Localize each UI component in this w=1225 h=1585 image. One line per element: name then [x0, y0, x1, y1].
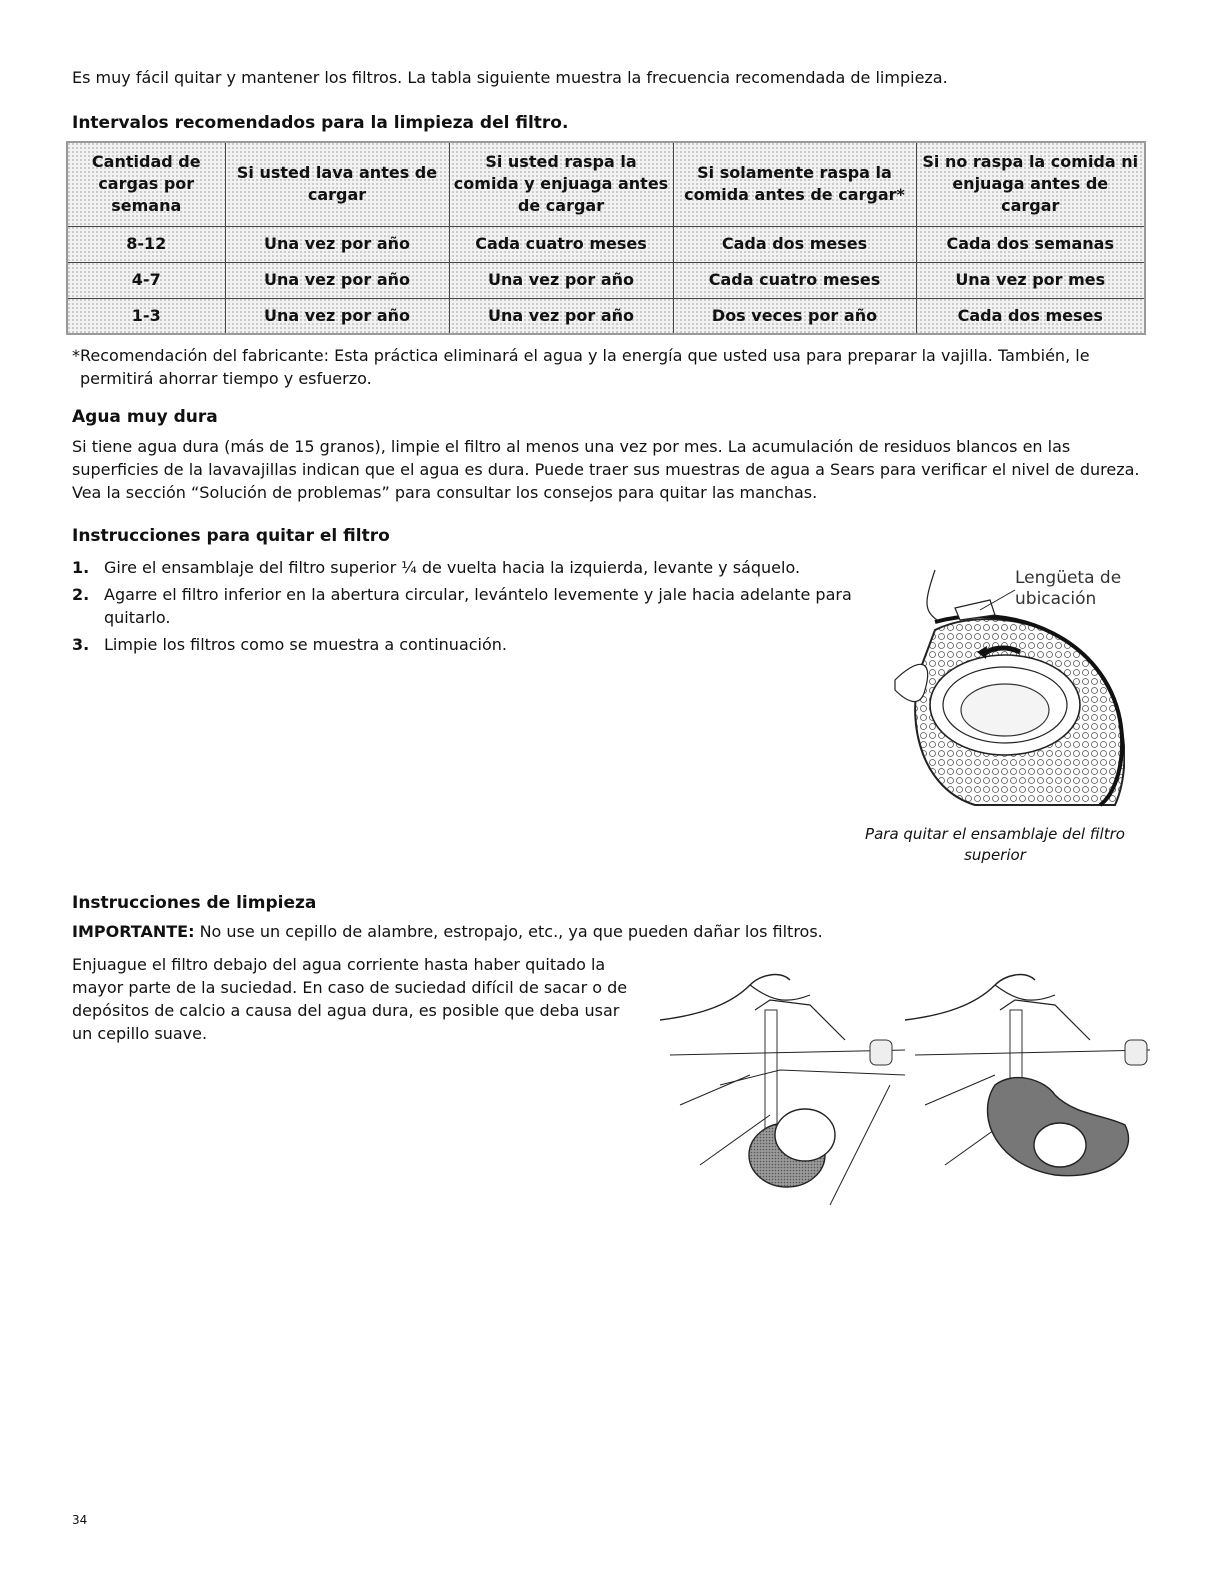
hard-water-heading: Agua muy dura — [72, 407, 218, 427]
step-text: Gire el ensamblaje del filtro superior ¼ de vuelta hacia la izquierda, levante y sáquelo. — [104, 558, 801, 577]
table-cell: 1-3 — [67, 298, 225, 334]
header-cell: Cantidad de cargas por semana — [67, 142, 225, 226]
list-item — [72, 583, 852, 629]
table-cell: 4-7 — [67, 262, 225, 298]
table-cell: Una vez por año — [449, 298, 673, 334]
header-cell: Si no raspa la comida ni enjuaga antes de cargar — [916, 142, 1145, 226]
table-cell: Una vez por mes — [916, 262, 1145, 298]
hard-water-paragraph: Si tiene agua dura (más de 15 granos), limpie el filtro al menos una vez por mes. La acumulación de residuos blancos en las superficies de la lavavajillas indican que el agua es dura. Puede traer sus muestras de agua a Sears para verificar el nivel de dureza. Vea la sección “Solución de problemas” para consultar los consejos para quitar las manchas. — [72, 437, 1140, 502]
table-cell: Cada dos meses — [673, 226, 916, 262]
cleaning-heading: Instrucciones de limpieza — [72, 893, 317, 913]
footnote-line-1: *Recomendación del fabricante: Esta práctica eliminará el agua y la energía que usted usa para preparar la vajilla. También, le — [72, 346, 1090, 365]
table-row — [67, 226, 1145, 262]
step-number: 1. — [72, 558, 90, 577]
important-note — [72, 920, 823, 943]
table-cell: Una vez por año — [225, 262, 449, 298]
figure-caption: Para quitar el ensamblaje del filtro superior — [865, 825, 1125, 864]
removal-steps-list — [72, 556, 852, 660]
locating-tab-label: Lengüeta de ubicación — [1015, 568, 1122, 609]
table-title: Intervalos recomendados para la limpieza del filtro. — [72, 113, 569, 133]
table-cell: Una vez por año — [449, 262, 673, 298]
table-cell: Una vez por año — [225, 298, 449, 334]
header-cell: Si usted raspa la comida y enjuaga antes de cargar — [449, 142, 673, 226]
filter-cleaning-table — [66, 141, 1146, 335]
page-number: 34 — [72, 1513, 88, 1527]
table-cell: 8-12 — [67, 226, 225, 262]
step-text: Agarre el filtro inferior en la abertura circular, levántelo levemente y jale hacia adelante para quitarlo. — [104, 585, 852, 627]
table-cell: Una vez por año — [225, 226, 449, 262]
header-cell: Si usted lava antes de cargar — [225, 142, 449, 226]
table-cell: Cada cuatro meses — [673, 262, 916, 298]
list-item — [72, 556, 852, 579]
rinse-lower-filter-illustration — [660, 965, 905, 1210]
rinse-paragraph: Enjuague el filtro debajo del agua corriente hasta haber quitado la mayor parte de la suciedad. En caso de suciedad difícil de sacar o de depósitos de calcio a causa del agua dura, es posible que deba usar un cepillo suave. — [72, 955, 628, 1043]
table-footnote — [72, 344, 1152, 390]
footnote-line-2: permitirá ahorrar tiempo y esfuerzo. — [80, 369, 372, 388]
intro-paragraph: Es muy fácil quitar y mantener los filtros. La tabla siguiente muestra la frecuencia recomendada de limpieza. — [72, 68, 948, 87]
table-header-row — [67, 142, 1145, 226]
header-cell: Si solamente raspa la comida antes de cargar* — [673, 142, 916, 226]
table-cell: Cada cuatro meses — [449, 226, 673, 262]
step-number: 2. — [72, 585, 90, 604]
table-row — [67, 298, 1145, 334]
important-text: No use un cepillo de alambre, estropajo, etc., ya que pueden dañar los filtros. — [194, 922, 823, 941]
important-label: IMPORTANTE: — [72, 922, 195, 941]
removal-heading: Instrucciones para quitar el filtro — [72, 526, 390, 546]
table-row — [67, 262, 1145, 298]
step-number: 3. — [72, 635, 90, 654]
step-text: Limpie los filtros como se muestra a continuación. — [104, 635, 508, 654]
table-cell: Cada dos meses — [916, 298, 1145, 334]
table-cell: Cada dos semanas — [916, 226, 1145, 262]
rinse-upper-filter-illustration — [905, 965, 1150, 1210]
table-cell: Dos veces por año — [673, 298, 916, 334]
list-item — [72, 633, 852, 656]
